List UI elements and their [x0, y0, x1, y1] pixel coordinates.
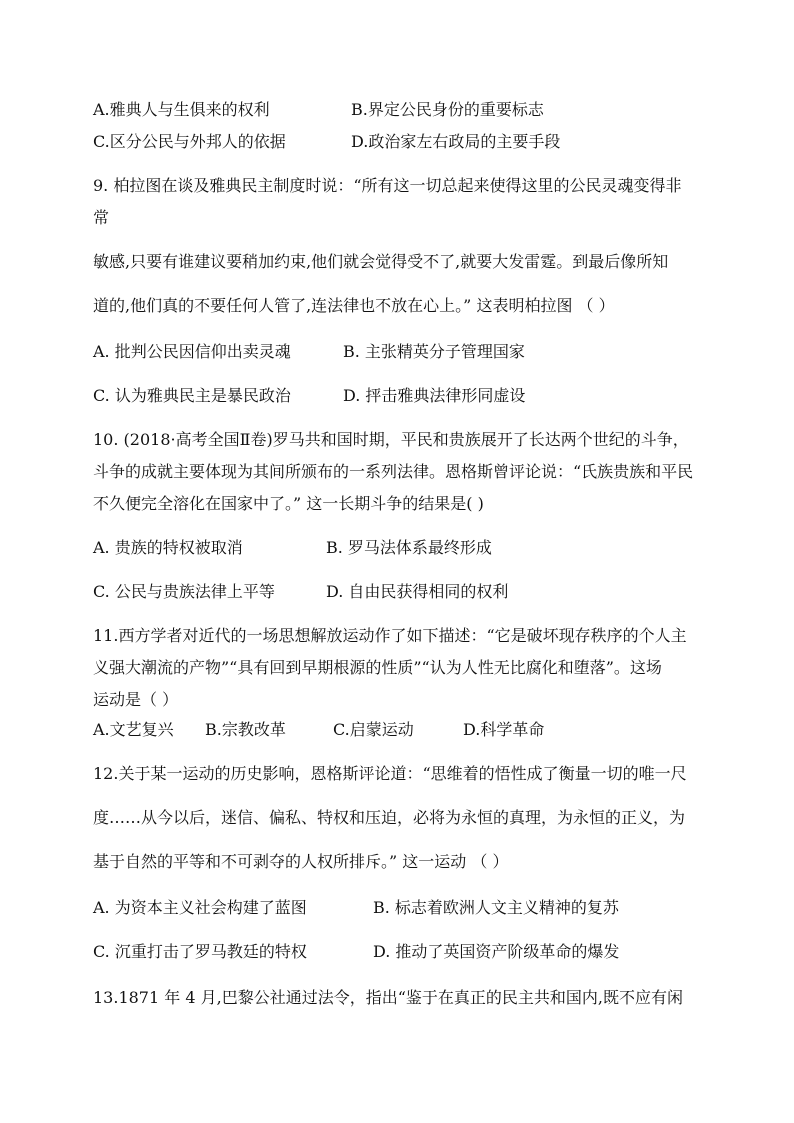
q9-option-c: C. 认为雅典民主是暴民政治 [93, 386, 291, 405]
q10-option-b: B. 罗马法体系最终形成 [326, 538, 492, 557]
q9-stem-line3: 敏感,只要有谁建议要稍加约束,他们就会觉得受不了,就要大发雷霆。到最后像所知 [93, 252, 669, 271]
q10-option-a: A. 贵族的特权被取消 [93, 538, 243, 557]
q9-stem-line1: 9. 柏拉图在谈及雅典民主制度时说：“所有这一切总起来使得这里的公民灵魂变得非 [93, 176, 682, 195]
q11-option-c: C.启蒙运动 [333, 720, 414, 739]
q11-option-a: A.文艺复兴 [93, 720, 174, 739]
q12-option-a: A. 为资本主义社会构建了蓝图 [93, 898, 307, 917]
q9-stem-line4: 道的,他们真的不要任何人管了,连法律也不放在心上。” 这表明柏拉图 （ ） [93, 296, 615, 315]
q11-stem-line2: 义强大潮流的产物”“具有回到早期根源的性质”“认为人性无比腐化和堕落”。这场 [93, 658, 662, 677]
q8-option-a: A.雅典人与生俱来的权利 [93, 100, 270, 119]
q11-option-d: D.科学革命 [463, 720, 545, 739]
q10-stem-line3: 不久便完全溶化在国家中了。” 这一长期斗争的结果是( ) [93, 494, 484, 513]
q13-stem-line1: 13.1871 年 4 月,巴黎公社通过法令，指出“鉴于在真正的民主共和国内,既不应有闲 [93, 988, 683, 1007]
q10-option-c: C. 公民与贵族法律上平等 [93, 582, 275, 601]
q8-option-b: B.界定公民身份的重要标志 [351, 100, 544, 119]
q11-stem-line1: 11.西方学者对近代的一场思想解放运动作了如下描述：“它是破坏现存秩序的个人主 [93, 626, 687, 645]
q10-stem-line2: 斗争的成就主要体现为其间所颁布的一系列法律。恩格斯曾评论说：“氏族贵族和平民 [93, 462, 694, 481]
q9-stem-line2: 常 [93, 208, 110, 227]
q10-stem-line1: 10. (2018·高考全国Ⅱ卷)罗马共和国时期，平民和贵族展开了长达两个世纪的斗争， [93, 430, 689, 449]
q12-option-d: D. 推动了英国资产阶级革命的爆发 [373, 942, 620, 961]
q9-option-a: A. 批判公民因信仰出卖灵魂 [93, 342, 291, 361]
q12-stem-line3: 基于自然的平等和不可剥夺的人权所排斥。” 这一运动 （ ） [93, 852, 509, 871]
q11-stem-line3: 运动是（ ） [93, 690, 179, 709]
q9-option-b: B. 主张精英分子管理国家 [343, 342, 525, 361]
q12-stem-line2: 度……从今以后，迷信、偏私、特权和压迫，必将为永恒的真理，为永恒的正义，为 [93, 808, 686, 827]
q8-option-d: D.政治家左右政局的主要手段 [351, 132, 561, 151]
q12-option-b: B. 标志着欧洲人文主义精神的复苏 [373, 898, 619, 917]
q9-option-d: D. 抨击雅典法律形同虚设 [343, 386, 526, 405]
q10-option-d: D. 自由民获得相同的权利 [326, 582, 509, 601]
q12-option-c: C. 沉重打击了罗马教廷的特权 [93, 942, 307, 961]
q11-option-b: B.宗教改革 [205, 720, 286, 739]
q8-option-c: C.区分公民与外邦人的依据 [93, 132, 286, 151]
q12-stem-line1: 12.关于某一运动的历史影响，恩格斯评论道：“思维着的悟性成了衡量一切的唯一尺 [93, 764, 687, 783]
